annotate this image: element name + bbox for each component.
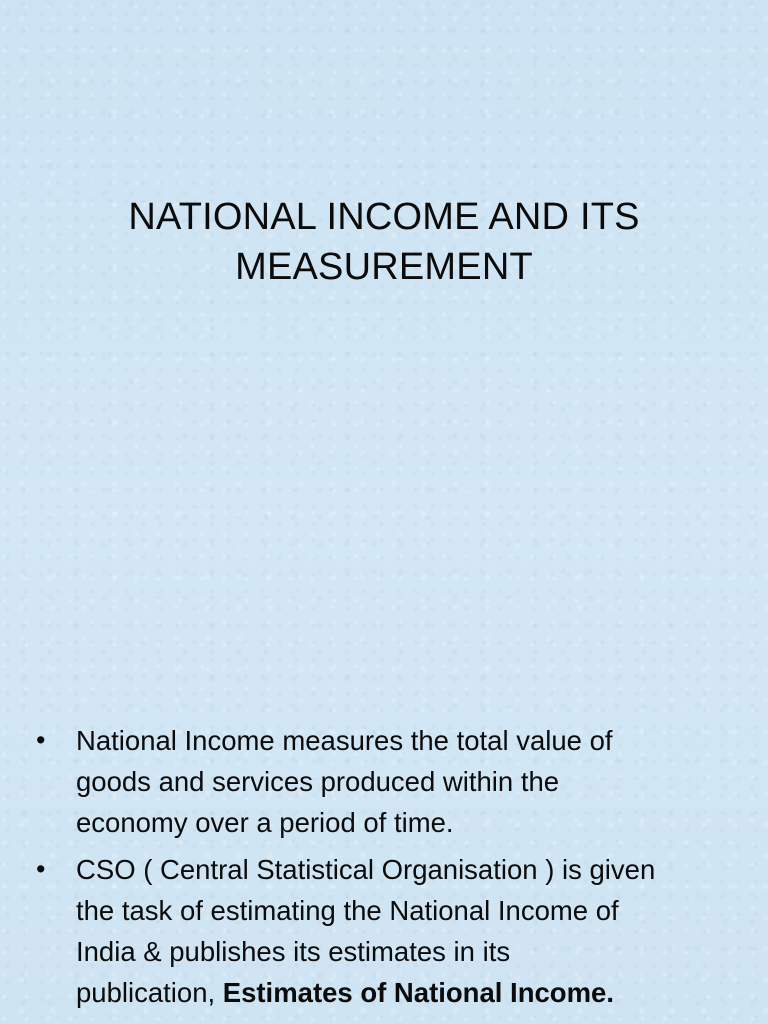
bullet-2-line-3: India & publishes its estimates in its bbox=[76, 936, 511, 967]
bullet-icon: • bbox=[36, 725, 46, 755]
bullet-1-line-3: economy over a period of time. bbox=[76, 807, 454, 838]
bullet-list bbox=[34, 720, 734, 1019]
title-line-1: NATIONAL INCOME AND ITS bbox=[128, 196, 640, 238]
bullet-1-line-1: National Income measures the total value of bbox=[76, 725, 613, 756]
bullet-2-line-1: CSO ( Central Statistical Organisation ) is given bbox=[76, 854, 656, 885]
bullet-item-cso bbox=[34, 849, 734, 1013]
bullet-2-line-4-plain: publication, bbox=[76, 977, 223, 1008]
bullet-icon: • bbox=[36, 854, 46, 884]
title-line-2: MEASUREMENT bbox=[235, 246, 533, 288]
bullet-2-line-4 bbox=[76, 972, 734, 1013]
bullet-1-line-2: goods and services produced within the bbox=[76, 766, 560, 797]
publication-title: Estimates of National Income. bbox=[222, 977, 614, 1008]
bullet-2-line-2: the task of estimating the National Income of bbox=[76, 895, 619, 926]
slide-title bbox=[60, 192, 708, 292]
bullet-item-national-income bbox=[34, 720, 734, 843]
